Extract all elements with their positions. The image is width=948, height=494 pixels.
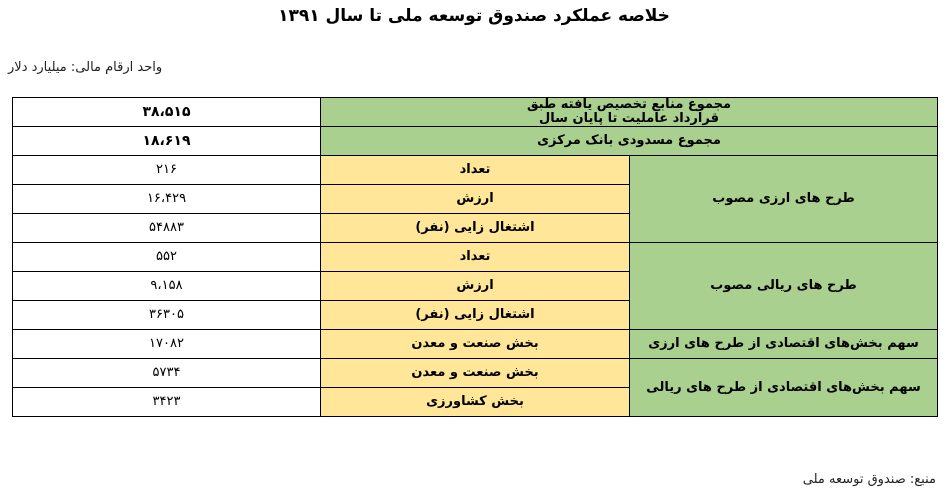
rial-count-value: ۵۵۲ <box>13 243 321 272</box>
page-title: خلاصه عملکرد صندوق توسعه ملی تا سال ۱۳۹۱ <box>278 6 670 26</box>
table-row <box>13 156 938 185</box>
table-row <box>13 359 938 388</box>
table-row <box>13 330 938 359</box>
table-row <box>13 98 938 127</box>
total-allocated-label <box>321 98 938 127</box>
summary-table <box>12 97 938 417</box>
forex-jobs-value: ۵۴۸۸۳ <box>13 214 321 243</box>
forex-sector-industry-label: بخش صنعت و معدن <box>321 330 630 359</box>
rial-sector-agriculture-label: بخش کشاورزی <box>321 388 630 417</box>
forex-jobs-label: اشتغال زایی (نفر) <box>321 214 630 243</box>
total-allocated-value: ۳۸،۵۱۵ <box>13 98 321 127</box>
rial-sector-industry-label: بخش صنعت و معدن <box>321 359 630 388</box>
rial-count-label: تعداد <box>321 243 630 272</box>
forex-projects-label: طرح های ارزی مصوب <box>630 156 938 243</box>
rial-jobs-label: اشتغال زایی (نفر) <box>321 301 630 330</box>
rial-value-value: ۹،۱۵۸ <box>13 272 321 301</box>
forex-count-label: تعداد <box>321 156 630 185</box>
rial-value-label: ارزش <box>321 272 630 301</box>
rial-projects-label: طرح های ریالی مصوب <box>630 243 938 330</box>
central-bank-value: ۱۸،۶۱۹ <box>13 127 321 156</box>
forex-count-value: ۲۱۶ <box>13 156 321 185</box>
unit-note: واحد ارقام مالی: میلیارد دلار <box>8 60 163 75</box>
forex-sectors-label: سهم بخش‌های اقتصادی از طرح های ارزی <box>630 330 938 359</box>
forex-value-value: ۱۶،۴۲۹ <box>13 185 321 214</box>
forex-value-label: ارزش <box>321 185 630 214</box>
central-bank-label: مجموع مسدودی بانک مرکزی <box>321 127 938 156</box>
source-note: منبع: صندوق توسعه ملی <box>802 472 936 487</box>
table-row <box>13 127 938 156</box>
rial-sector-agriculture-value: ۳۴۲۳ <box>13 388 321 417</box>
total-allocated-label-line1: مجموع منابع تخصیص یافته طبق <box>526 97 732 112</box>
rial-sector-industry-value: ۵۷۳۴ <box>13 359 321 388</box>
total-allocated-label-line2: قرارداد عاملیت تا پایان سال <box>539 111 719 126</box>
table-row <box>13 243 938 272</box>
rial-jobs-value: ۳۶۳۰۵ <box>13 301 321 330</box>
forex-sector-industry-value: ۱۷۰۸۲ <box>13 330 321 359</box>
rial-sectors-label: سهم بخش‌های اقتصادی از طرح های ریالی <box>630 359 938 417</box>
